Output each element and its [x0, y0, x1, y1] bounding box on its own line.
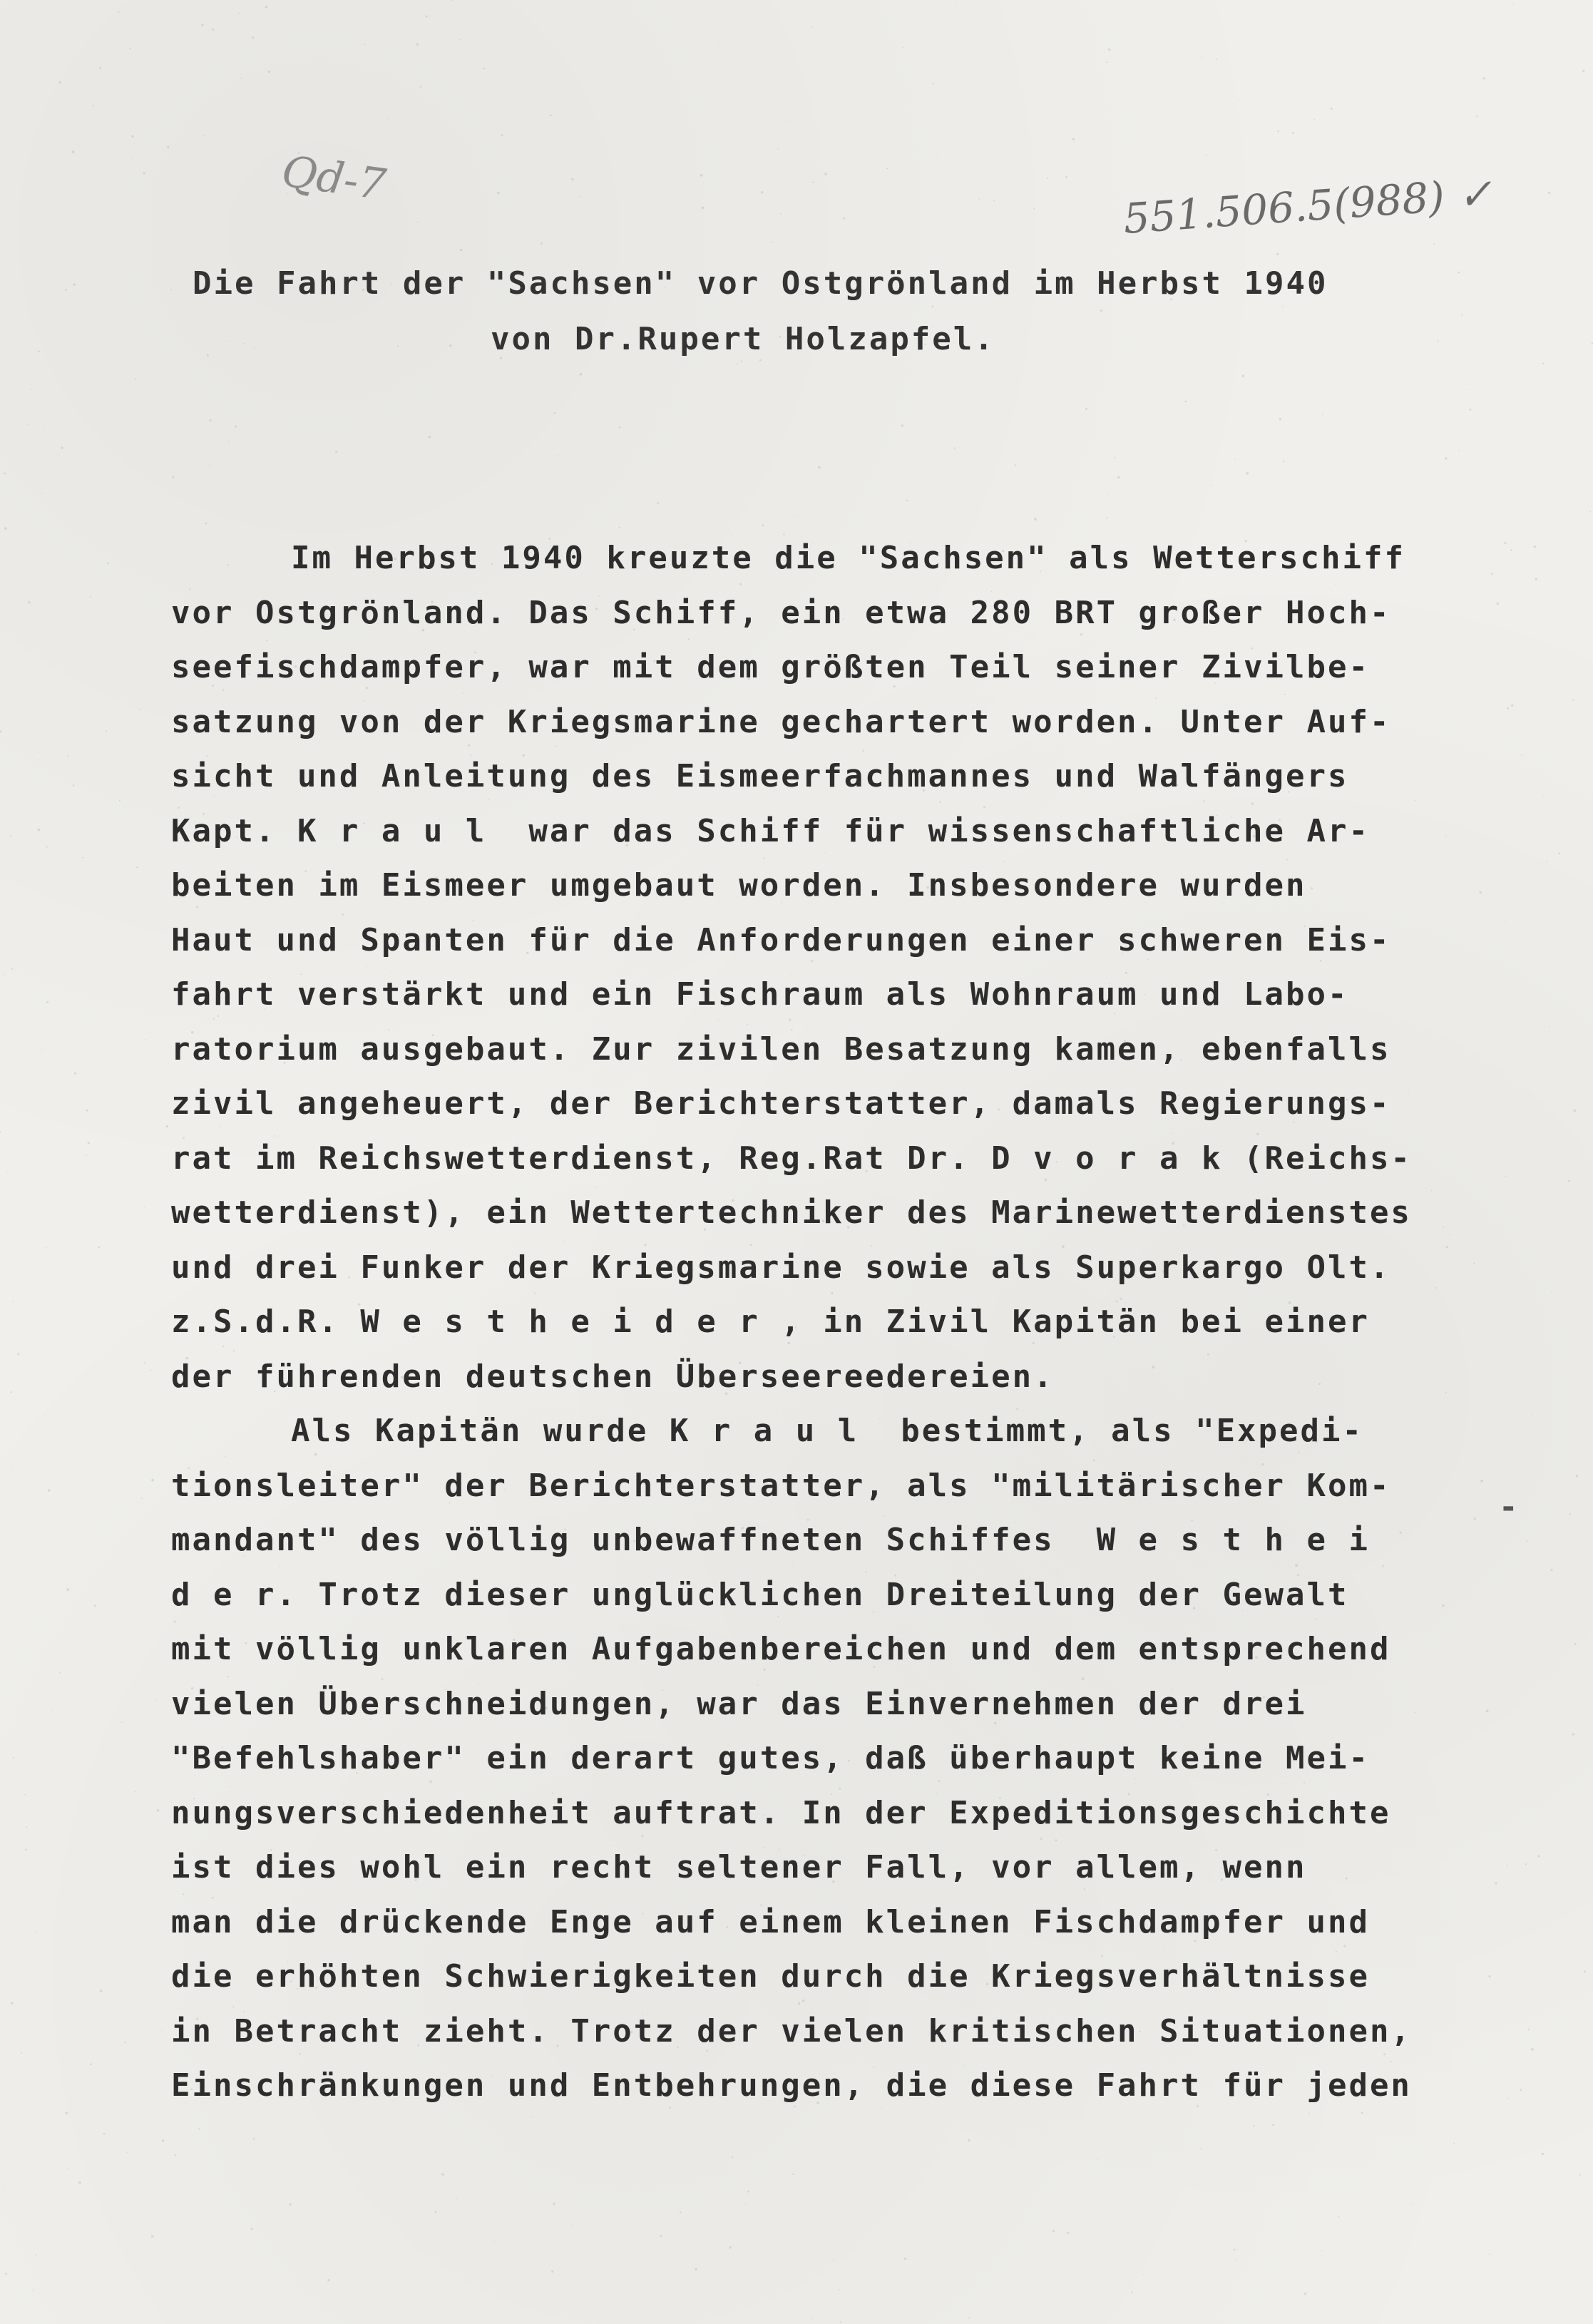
document-body: [171, 531, 1526, 2114]
handwritten-note-left: Qd-7: [278, 146, 389, 210]
text-line: Einschränkungen und Entbehrungen, die diese Fahrt für jeden: [171, 2067, 1412, 2104]
text-line: seefischdampfer, war mit dem größten Teil seiner Zivilbe-: [171, 649, 1370, 685]
text-line: tionsleiter" der Berichterstatter, als "militärischer Kom-: [171, 1467, 1391, 1504]
margin-hyphen: -: [1499, 1489, 1518, 1525]
text-line: rat im Reichswetterdienst, Reg.Rat Dr. D v o r a k (Reichs-: [171, 1140, 1412, 1177]
text-line: der führenden deutschen Überseereedereien.: [171, 1358, 1055, 1395]
text-line: zivil angeheuert, der Berichterstatter, damals Regierungs-: [171, 1085, 1391, 1122]
text-line: wetterdienst), ein Wettertechniker des Marinewetterdienstes: [171, 1194, 1412, 1231]
paragraph-2: [171, 1404, 1526, 2114]
text-line: "Befehlshaber" ein derart gutes, daß überhaupt keine Mei-: [171, 1740, 1370, 1776]
text-line: und drei Funker der Kriegsmarine sowie als Superkargo Olt.: [171, 1249, 1391, 1286]
text-line: mit völlig unklaren Aufgabenbereichen und dem entsprechend: [171, 1631, 1391, 1667]
text-line: ist dies wohl ein recht seltener Fall, vor allem, wenn: [171, 1849, 1307, 1885]
text-line: die erhöhten Schwierigkeiten durch die Kriegsverhältnisse: [171, 1958, 1370, 1995]
text-line: man die drückende Enge auf einem kleinen Fischdampfer und: [171, 1903, 1370, 1940]
text-line: sicht und Anleitung des Eismeerfachmannes und Walfängers: [171, 758, 1349, 794]
text-line: beiten im Eismeer umgebaut worden. Insbesondere wurden: [171, 867, 1307, 904]
text-line: vor Ostgrönland. Das Schiff, ein etwa 280 BRT großer Hoch-: [171, 594, 1391, 631]
catalog-number: 551.506.5(988): [1122, 172, 1447, 243]
text-line: fahrt verstärkt und ein Fischraum als Wohnraum und Labo-: [171, 976, 1349, 1013]
text-line: Haut und Spanten für die Anforderungen einer schweren Eis-: [171, 921, 1391, 958]
text-line: satzung von der Kriegsmarine gechartert worden. Unter Auf-: [171, 703, 1391, 740]
handwritten-note-right: [1122, 169, 1494, 243]
check-mark-icon: ✓: [1455, 169, 1494, 220]
text-line: nungsverschiedenheit auftrat. In der Expeditionsgeschichte: [171, 1794, 1391, 1831]
text-line: in Betracht zieht. Trotz der vielen kritischen Situationen,: [171, 2012, 1412, 2049]
text-line: Im Herbst 1940 kreuzte die "Sachsen" als Wetterschiff: [291, 540, 1405, 576]
text-line: vielen Überschneidungen, war das Einvernehmen der drei: [171, 1685, 1307, 1722]
text-line: z.S.d.R. W e s t h e i d e r , in Zivil Kapitän bei einer: [171, 1304, 1370, 1340]
text-line: Als Kapitän wurde K r a u l bestimmt, als "Expedi-: [291, 1413, 1364, 1449]
document-title: Die Fahrt der "Sachsen" vor Ostgrönland im Herbst 1940: [193, 265, 1328, 302]
text-line: mandant" des völlig unbewaffneten Schiffes W e s t h e i: [171, 1522, 1370, 1558]
author-line: von Dr.Rupert Holzapfel.: [491, 321, 995, 357]
text-line: Kapt. K r a u l war das Schiff für wissenschaftliche Ar-: [171, 812, 1370, 849]
paragraph-1: [171, 531, 1526, 1404]
text-line: ratorium ausgebaut. Zur zivilen Besatzung kamen, ebenfalls: [171, 1030, 1391, 1068]
text-line: d e r. Trotz dieser unglücklichen Dreiteilung der Gewalt: [171, 1576, 1349, 1613]
